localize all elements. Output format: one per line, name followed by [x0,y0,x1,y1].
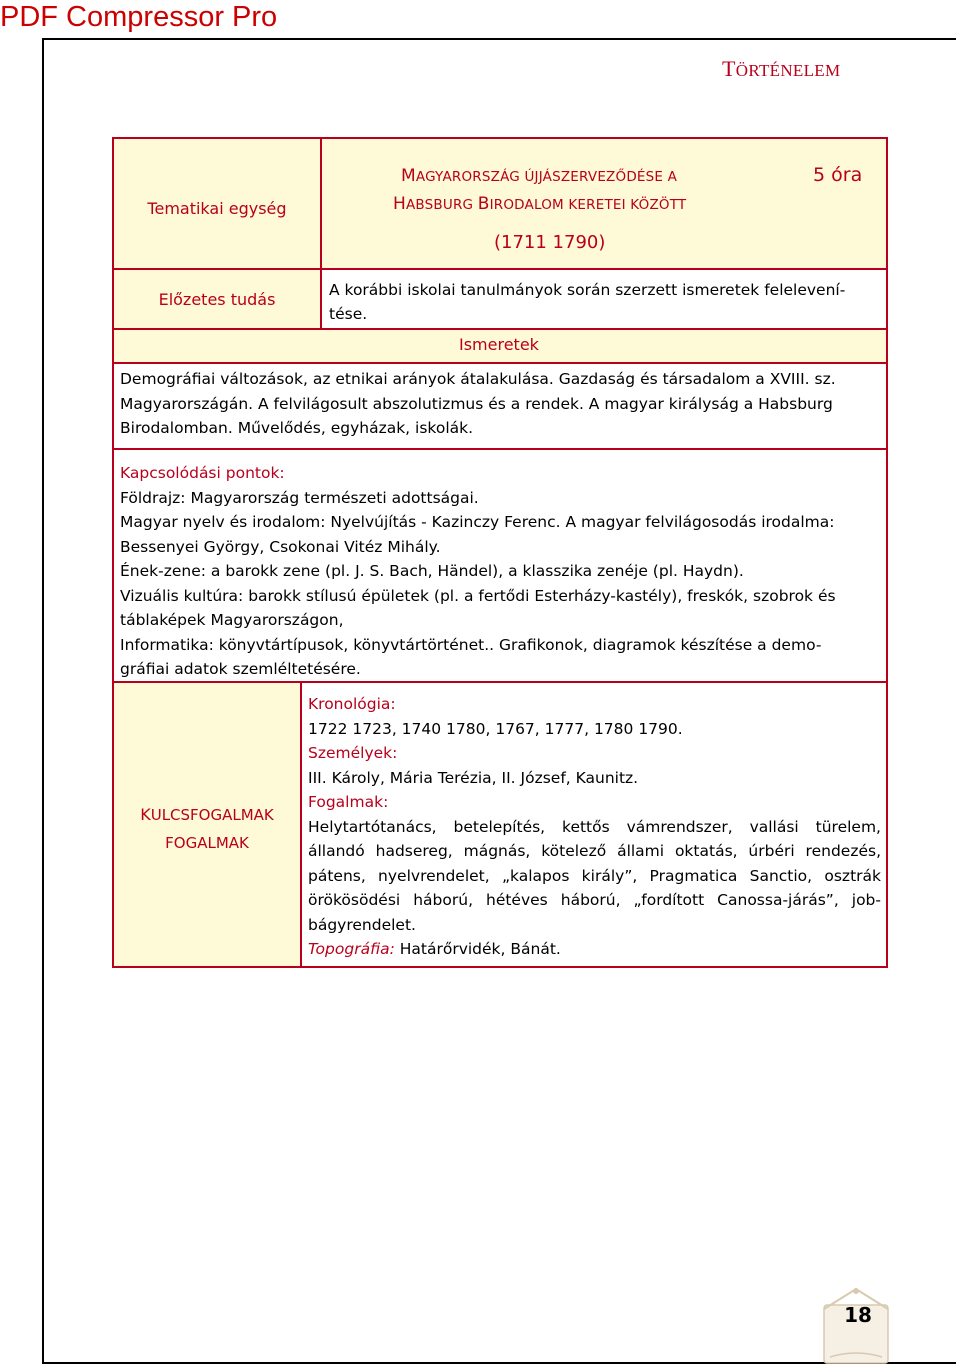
concepts-line: pátens, nyelvrendelet, „kalapos király”, Pragmatica Sanctio, osztrák [308,866,881,885]
key-concepts-row [114,683,886,966]
connections-line: Ének-zene: a barokk zene (pl. J. S. Bach, Händel), a klasszika zenéje (pl. Haydn). [120,562,744,580]
unit-title-part: AGYARORSZÁG ÚJJÁSZERVEZŐDÉSE A [415,169,678,185]
unit-hours: 5 óra [813,164,863,186]
chronology-text: 1722 1723, 1740 1780, 1767, 1777, 1780 1790. [308,719,683,738]
ismeretek-line: Demográfiai változások, az etnikai arányok átalakulása. Gazdaság és társadalom a XVIII. sz. [120,370,836,388]
topography-heading: Topográfia: [308,940,395,958]
ismeretek-header-row [114,330,886,364]
page-title-initial: T [722,56,736,81]
header-title-cell [322,139,886,268]
page-number: 18 [844,1303,872,1327]
prereq-row [114,270,886,330]
key-concepts-label-cell [114,683,302,966]
unit-label: Tematikai egység [147,199,287,218]
key-concepts-label [114,801,300,857]
ismeretek-text [114,364,886,450]
topography-line [308,937,881,962]
watermark-text: PDF Compressor Pro [0,1,278,33]
topography-text: Határőrvidék, Bánát. [394,940,561,958]
key-concepts-rest: ULCSFOGALMAK [150,806,274,824]
ismeretek-label: Ismeretek [459,335,539,354]
concepts-heading: Fogalmak: [308,793,389,811]
page-title-rest: ÖRTÉNELEM [735,61,841,80]
concepts-line: örökösödési háború, hétéves háború, „fordított Canossa-járás”, job- [308,891,881,909]
unit-title-part: M [401,166,416,186]
unit-years: (1711 1790) [494,232,606,253]
connections-line: Bessenyei György, Csokonai Vitéz Mihály. [120,537,441,556]
ismeretek-line: Birodalomban. Művelődés, egyházak, iskolák. [120,419,474,437]
header-label-cell [114,139,322,268]
prereq-text [322,270,886,328]
concepts-line: Helytartótanács, betelepítés, kettős vámrendszer, vallási türelem, [308,817,881,836]
connections-line: táblaképek Magyarországon, [120,611,344,629]
connections-line: Földrajz: Magyarország természeti adottságai. [120,488,479,507]
connections-line: Informatika: könyvtártípusok, könyvtártörténet.. Grafikonok, diagramok készítése a demo- [120,635,822,654]
unit-title-line2 [393,194,686,214]
unit-title-part: H [393,194,406,214]
connections-line: gráfiai adatok szemléltetésére. [120,660,361,678]
key-concepts-initial: K [140,805,151,824]
prereq-text-line: tése. [329,305,368,323]
chronology-heading: Kronológia: [308,695,396,713]
connections-line: Vizuális kultúra: barokk stílusú épületek (pl. a fertődi Esterházy-kastély), freskók, szobrok és [120,586,836,605]
persons-text: III. Károly, Mária Terézia, II. József, Kaunitz. [308,768,639,787]
prereq-label-cell [114,270,322,328]
concepts-line: állandó hadsereg, mágnás, kötelező állami oktatás, úrbéri rendezés, [308,842,881,860]
header-row [114,139,886,270]
unit-title-part: B [477,194,490,214]
unit-title-part: IRODALOM KERETEI KÖZÖTT [489,197,687,213]
connections-line: Magyar nyelv és irodalom: Nyelvújítás - Kazinczy Ferenc. A magyar felvilágosodás irodalma: [120,513,835,531]
ismeretek-line: Magyarországán. A felvilágosult abszolutizmus és a rendek. A magyar királyság a Habsburg [120,394,833,413]
concepts-label: FOGALMAK [165,834,249,852]
key-concepts-content [302,683,886,966]
connections-section [114,450,886,683]
prereq-label: Előzetes tudás [158,290,276,309]
persons-heading: Személyek: [308,744,398,762]
page-title [722,56,840,82]
unit-title-part: ABSBURG [405,197,478,213]
connections-heading: Kapcsolódási pontok: [120,464,285,482]
prereq-text-line: A korábbi iskolai tanulmányok során szerzett ismeretek felelevení- [329,281,846,299]
concepts-line: bágyrendelet. [308,915,416,934]
unit-title-line1 [401,166,677,186]
curriculum-table [112,137,888,968]
